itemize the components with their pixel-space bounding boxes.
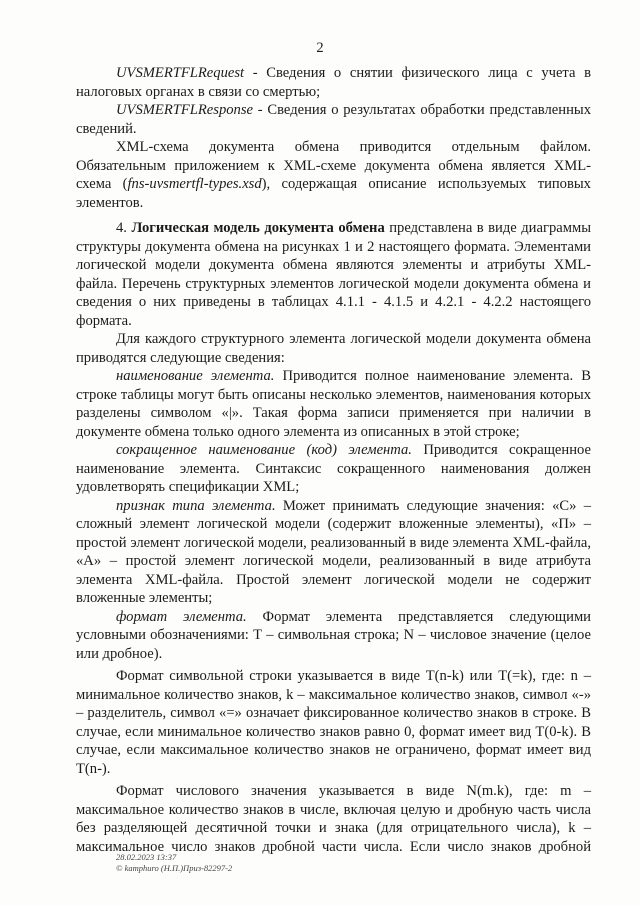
term-element-name: наименование элемента. (116, 368, 275, 384)
term-request: UVSMERTFLRequest (116, 65, 245, 81)
paragraph-xml-schema: XML-схема документа обмена приводится отдельным файлом. Обязательным приложением к XML-схеме документа обмена является XML-схема (fns-uvsmertfl-types.xsd), содержащая описание используемых типовых элементов. (76, 139, 591, 211)
paragraph-element-name: наименование элемента. Приводится полное наименование элемента. В строке таблицы могут быть описаны несколько элементов, наименования которых разделены символом «|». Такая форма записи применяется при наличии в документе обмена только одного элемента из описанных в этой строке; (76, 368, 591, 440)
paragraph-element-format: формат элемента. Формат элемента представляется следующими условными обозначениями: Т – символьная строка; N – числовое значение (целое или дробное). (76, 608, 591, 662)
paragraph-response: UVSMERTFLResponse - Сведения о результатах обработки представленных сведений. (76, 102, 591, 137)
footer-document-id: © kamphuro (Н.П.)Приз-82297-2 (116, 863, 233, 873)
term-short-name: сокращенное наименование (код) элемента. (116, 442, 412, 458)
paragraph-short-name: сокращенное наименование (код) элемента. Приводится сокращенное наименование элемента. Синтаксис сокращенного наименования должен удовлетворять спецификации XML; (76, 442, 591, 495)
term-element-format: формат элемента. (116, 608, 247, 625)
paragraph-intro: Для каждого структурного элемента логической модели документа обмена приводятся следующие сведения: (76, 331, 591, 366)
term-response: UVSMERTFLResponse (116, 102, 254, 118)
paragraph-string-format: Формат символьной строки указывается в виде Т(n-k) или Т(=k), где: n – минимальное количество знаков, k – максимальное количество знаков, символ «-» – разделитель, символ «=» означает фиксированное количество знаков в строке. В случае, если минимальное количество знаков равно 0, формат имеет вид Т(0-k). В случае, если максимальное количество знаков не ограничено, формат имеет вид Т(n-). (76, 668, 591, 777)
document-body (76, 64, 591, 856)
paragraph-request: UVSMERTFLRequest - Сведения о снятии физического лица с учета в налоговых органах в связи со смертью; (76, 65, 591, 100)
paragraph-logical-model: 4. Логическая модель документа обмена представлена в виде диаграммы структуры документа обмена на рисунках 1 и 2 настоящего формата. Элементами логической модели документа обмена являются элементы и атрибуты XML-файла. Перечень структурных элементов логической модели документа обмена и сведения о них приведены в таблицах 4.1.1 - 4.1.5 и 4.2.1 - 4.2.2 настоящего формата. (76, 220, 591, 329)
paragraph-number-format: Формат числового значения указывается в виде N(m.k), где: m – максимальное количество знаков в числе, включая целую и дробную часть числа без разделяющей десятичной точки и знака (для отрицательного числа), k – максимальное число знаков дробной части числа. Если число знаков дробной (76, 783, 591, 855)
term-element-type: признак типа элемента. (116, 497, 276, 514)
footer-timestamp: 28.02.2023 13:37 (116, 852, 177, 862)
paragraph-element-type: признак типа элемента. Может принимать следующие значения: «С» – сложный элемент логической модели (содержит вложенные элементы), «П» – простой элемент логической модели, реализованный в виде элемента XML-файла, «А» – простой элемент логической модели, реализованный в виде атрибута элемента XML-файла. Простой элемент логической модели не содержит вложенные элементы; (76, 497, 591, 606)
schema-filename: fns-uvsmertfl-types.xsd (127, 176, 262, 192)
section-heading: Логическая модель документа обмена (131, 220, 385, 236)
footer-stamp (116, 852, 232, 874)
page-number: 2 (316, 40, 324, 56)
